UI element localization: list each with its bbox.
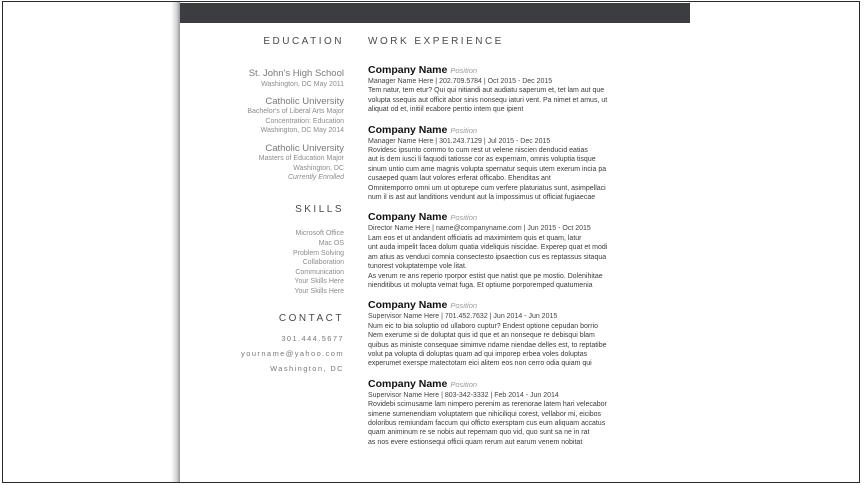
job-entry [368,124,660,203]
job-description-line: experumet exerspe matectotam eici alitem eos non cerro odia quiam qui [368,360,592,368]
skills-heading: SKILLS [295,204,344,216]
job-description [368,322,660,369]
job-description-line: aliquat od et, initiil ecabore pentio intem que ipient [368,106,524,114]
job-entry [368,64,660,115]
job-description [368,86,660,114]
skill-item: Microsoft Office [295,230,344,238]
school-detail: Washington, DC [293,164,344,172]
contact-email: yourname@yahoo.com [241,348,344,358]
job-description-line: as nos evere estionsequi officii quam rerum aut earum venem nobitat [368,438,583,446]
job-description-line: quibus as ministe consequae simimve ndame niendae delles est, to reptatibe [368,341,607,349]
education-heading: EDUCATION [263,36,344,47]
job-description-line: Lam eos et ut andandent officiatis ad maximintem quis et quam, latur [368,234,582,242]
job-description [368,234,660,290]
school-detail: Concentration: Education [265,117,344,125]
job-entry [368,299,660,368]
skill-item: Communication [295,268,344,276]
school-entry [182,97,344,136]
job-description-line: am atius as venduci comnia consectesto ipsaection cus es reptassus sitaqua [368,253,607,261]
job-meta: Manager Name Here | 202.709.5784 | Oct 2015 - Dec 2015 [368,78,553,85]
school-detail: Washington, DC May 2011 [261,80,344,88]
company-name: Company Name [368,211,448,224]
job-description [368,146,660,202]
job-description-line: sinum untio cum ame magnis volupta spernatur sequis utem exerum incia pa [368,165,607,173]
school-detail: Washington, DC May 2014 [260,127,344,135]
skill-item: Your Skills Here [294,287,344,295]
job-description-line: Rovidesc ipsunto commo to cum rest ut velene niscien denducid eatias [368,147,588,155]
job-description-line: Rovidebi scimusame lam nimpero perenim as rerenorae latem hari velecabor [368,401,607,409]
company-name: Company Name [368,299,448,312]
job-position: Position [450,301,478,311]
school-entry [182,144,344,183]
skill-item: Your Skills Here [294,278,344,286]
job-description-line: quam animinum re se nobis aut repernam quo vid, quo sunt sa ne in rat [368,429,590,437]
school-entry [182,69,344,89]
contact-location: Washington, DC [270,363,344,373]
enrollment-status: Currently Enrolled [287,173,344,181]
skill-item: Collaboration [302,259,344,267]
job-position: Position [450,213,478,223]
job-description-line: tunorest voluptatempe vole litat. [368,263,467,271]
school-name: Catholic University [265,95,344,107]
company-name: Company Name [368,64,448,76]
job-description-line: Omnitemporro omni um ut opturepe cum verfere platuriatus sunt, asimpellaci [368,184,606,192]
school-detail: Masters of Education Major [258,155,344,163]
job-position: Position [450,379,478,389]
job-description-line: cusaeped quam laut volores erferat officabo. Ehenditas ant [368,175,551,183]
work-experience-heading: WORK EXPERIENCE [368,36,504,47]
job-position: Position [450,125,478,135]
job-description-line: simene sumenendiam voluptatem que nihiciliqui corest, vellabor mi, eicibos [368,410,602,418]
skill-item: Problem Solving [293,249,344,257]
job-entry [368,211,660,290]
school-detail: Bachelor's of Liberal Arts Major [247,108,344,116]
job-description [368,400,660,447]
job-description-line: As verum re ans reperio rporpor estist que natist que pe mostio. Dolenihitae [368,272,603,280]
job-description-line: doloribus remiundam faccum qui officto exersptam cus eum aliquam accatus [368,419,606,427]
job-description-line: Nem exerume si de doluptat quis id que et an nonseque re debisqui blam [368,332,595,340]
job-description-line: volupta ssequis aut officit abor sinis nonsequ iaturi vent. Pa nimet et amus, ut [368,96,608,104]
school-name: St. John's High School [248,68,344,79]
job-entry [368,378,660,447]
job-meta: Director Name Here | name@companyname.com | Jun 2015 - Oct 2015 [368,225,591,233]
header-bar [180,3,690,23]
job-description-line: unt auda impelit facea dolum quatia videliquis niscidae. Experep quat et modi [368,244,608,252]
job-description-line: nienditibus ut molupta vernat fuga. Et optiume porporemped quatumenia [368,281,593,289]
company-name: Company Name [368,377,448,390]
right-column [368,36,660,456]
company-name: Company Name [368,123,448,136]
job-description-line: volut pa volupta di doluptas quam ad qui imporep erbea voles doluptas [368,350,588,358]
job-description-line: num il is ast aut landitions vendunt aut la impossimus ut officiat fugiaecae [368,194,596,202]
job-description-line: aut is dem iusci li faquodi tatiosse cor as expernam, omnis voluptia tisque [368,156,596,164]
job-meta: Manager Name Here | 301.243.7129 | Jul 2015 - Dec 2015 [368,137,551,145]
left-column [182,36,344,376]
school-name: Catholic University [265,142,344,154]
contact-heading: CONTACT [278,312,344,324]
skills-list [182,229,344,296]
job-meta: Supervisor Name Here | 701.452.7632 | Jun 2014 - Jun 2015 [368,313,558,321]
contact-phone: 301.444.5677 [281,333,344,343]
job-description-line: Tem natur, tem etur? Qui qui nitiandi aut audiatu saperum et, tet lam aut que [368,87,605,95]
job-position: Position [450,66,478,75]
job-meta: Supervisor Name Here | 803-342-3332 | Feb 2014 - Jun 2014 [368,391,559,399]
job-description-line: Num eic to bia soluptio od ullaboro cuptur? Endest optione cepudan borrio [368,322,598,330]
page-shadow [171,2,180,482]
skill-item: Mac OS [318,239,344,247]
